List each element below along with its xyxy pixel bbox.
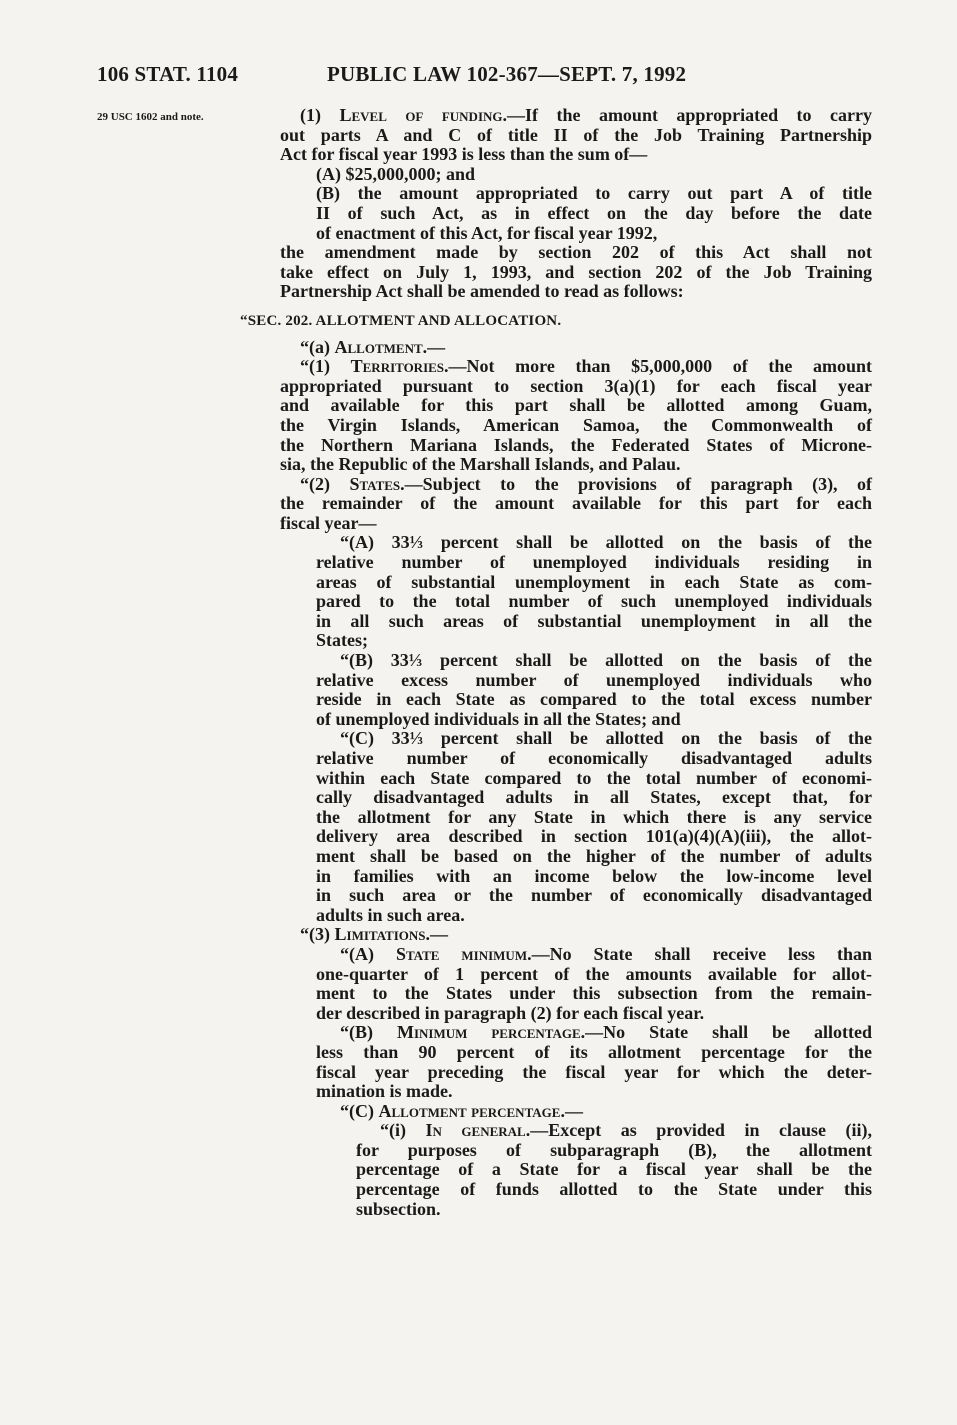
para-heading: Limitations <box>334 924 426 945</box>
text-line: fiscal year preceding the fiscal year for which the deter- <box>316 1061 872 1082</box>
text-line: the amendment made by section 202 of this Act shall not <box>280 242 872 263</box>
text-line: of enactment of this Act, for fiscal year 1992, <box>316 222 658 243</box>
para-text: .—Except as provided in clause (ii), <box>525 1120 872 1141</box>
text-line: less than 90 percent of its allotment percentage for the <box>316 1041 872 1062</box>
page-stat-number: 106 STAT. 1104 <box>97 62 239 86</box>
page-running-title: PUBLIC LAW 102-367—SEPT. 7, 1992 <box>327 62 687 86</box>
para-heading: Territories <box>350 356 445 377</box>
para-text: .—No State shall receive less than <box>527 943 872 964</box>
text-line: pared to the total number of such unemployed individuals <box>316 591 872 612</box>
para-text: .—No State shall be allotted <box>580 1022 873 1043</box>
para-number: “(3) <box>300 924 335 945</box>
para-number: “(A) <box>340 943 396 964</box>
text-line: States; <box>316 630 368 651</box>
subpara-a-line: (A) $25,000,000; and <box>316 163 476 184</box>
subsection-a-heading <box>280 338 872 358</box>
text-line: areas of substantial unemployment in each State as com- <box>316 571 872 592</box>
text-line: and available for this part shall be allotted among Guam, <box>280 395 872 416</box>
text-line: percentage of a State for a fiscal year shall be the <box>356 1159 872 1180</box>
statute-body <box>240 105 873 1219</box>
text-line: fiscal year— <box>280 512 377 533</box>
para-number: “(1) <box>300 356 351 377</box>
text-line: ment shall be based on the higher of the number of adults <box>316 845 872 866</box>
para-states <box>280 475 872 495</box>
para-text: .— <box>422 336 446 357</box>
text-line: der described in paragraph (2) for each fiscal year. <box>316 1002 705 1023</box>
para-territories <box>280 357 872 377</box>
text-line: in families with an income below the low-income level <box>316 865 872 886</box>
text-line: the Virgin Islands, American Samoa, the Commonwealth of <box>280 414 872 435</box>
para-number: “(C) <box>340 1100 379 1121</box>
text-line: out parts A and C of title II of the Job Training Partnership <box>280 124 872 145</box>
subpara-b-line: (B) the amount appropriated to carry out part A of title <box>316 183 872 204</box>
text-line: cally disadvantaged adults in all States, except that, for <box>316 787 872 808</box>
para-heading: State minimum <box>395 943 528 964</box>
subpara-minimum-percentage <box>280 1023 872 1043</box>
section-heading: “SEC. 202. ALLOTMENT AND ALLOCATION. <box>240 312 562 329</box>
text-line: subsection. <box>356 1198 441 1219</box>
subpara-allotment-percentage <box>280 1102 872 1122</box>
text-line: reside in each State as compared to the total excess number <box>316 689 872 710</box>
text-line: delivery area described in section 101(a)(4)(A)(iii), the allot- <box>316 826 872 847</box>
para-text: .— <box>425 924 448 945</box>
text-line: in such area or the number of economically disadvantaged <box>316 885 872 906</box>
para-heading: Allotment percentage <box>378 1100 561 1121</box>
para-text: .— <box>560 1100 583 1121</box>
para-number: “(B) <box>340 1022 397 1043</box>
text-line: the allotment for any State in which there is any service <box>316 806 872 827</box>
para-number: “(2) <box>300 473 350 494</box>
text-line: adults in such area. <box>316 904 465 925</box>
text-line: of unemployed individuals in all the States; and <box>316 708 681 729</box>
para-heading: Allotment <box>334 336 423 357</box>
clause-in-general <box>280 1121 872 1141</box>
para-limitations <box>280 925 872 945</box>
para-text: .—Not more than $5,000,000 of the amount <box>444 356 872 377</box>
para-text: .—If the amount appropriated to carry <box>502 105 872 125</box>
text-line: mination is made. <box>316 1081 453 1102</box>
para-number: (1) <box>300 105 340 125</box>
subpara-a-first-line: “(A) 33⅓ percent shall be allotted on the basis of the <box>340 532 872 553</box>
para-heading: In general <box>425 1120 526 1141</box>
para-heading: Minimum percentage <box>396 1022 581 1043</box>
text-line: one-quarter of 1 percent of the amounts available for allot- <box>316 963 872 984</box>
subpara-c-first-line: “(C) 33⅓ percent shall be allotted on the basis of the <box>340 728 872 749</box>
text-line: percentage of funds allotted to the State under this <box>356 1179 872 1200</box>
text-line: the remainder of the amount available for this part for each <box>280 493 872 514</box>
text-line: ment to the States under this subsection from the remain- <box>316 983 872 1004</box>
para-text: .—Subject to the provisions of paragraph (3), of <box>400 473 873 494</box>
text-line: Partnership Act shall be amended to read as follows: <box>280 281 684 302</box>
text-line: II of such Act, as in effect on the day before the date <box>316 202 872 223</box>
text-line: within each State compared to the total number of economi- <box>316 767 872 788</box>
text-line: the Northern Mariana Islands, the Federated States of Microne- <box>280 434 872 455</box>
text-line: Act for fiscal year 1993 is less than the sum of— <box>280 144 648 165</box>
para-level-of-funding <box>280 106 872 126</box>
para-heading: States <box>349 473 401 494</box>
text-line: for purposes of subparagraph (B), the allotment <box>356 1139 872 1160</box>
para-number: “(i) <box>380 1120 426 1141</box>
subpara-b-first-line: “(B) 33⅓ percent shall be allotted on the basis of the <box>340 650 872 671</box>
text-line: in all such areas of substantial unemployment in all the <box>316 610 872 631</box>
subpara-state-minimum <box>280 945 872 965</box>
para-number: “(a) <box>300 336 335 357</box>
text-line: take effect on July 1, 1993, and section 202 of the Job Training <box>280 261 872 282</box>
text-line: sia, the Republic of the Marshall Islands, and Palau. <box>280 454 681 475</box>
text-line: relative excess number of unemployed individuals who <box>316 669 872 690</box>
margin-citation-note: 29 USC 1602 and note. <box>97 111 204 123</box>
text-line: appropriated pursuant to section 3(a)(1) for each fiscal year <box>280 375 872 396</box>
para-heading: Level of funding <box>339 105 503 125</box>
text-line: relative number of unemployed individuals residing in <box>316 552 872 573</box>
text-line: relative number of economically disadvantaged adults <box>316 748 872 768</box>
